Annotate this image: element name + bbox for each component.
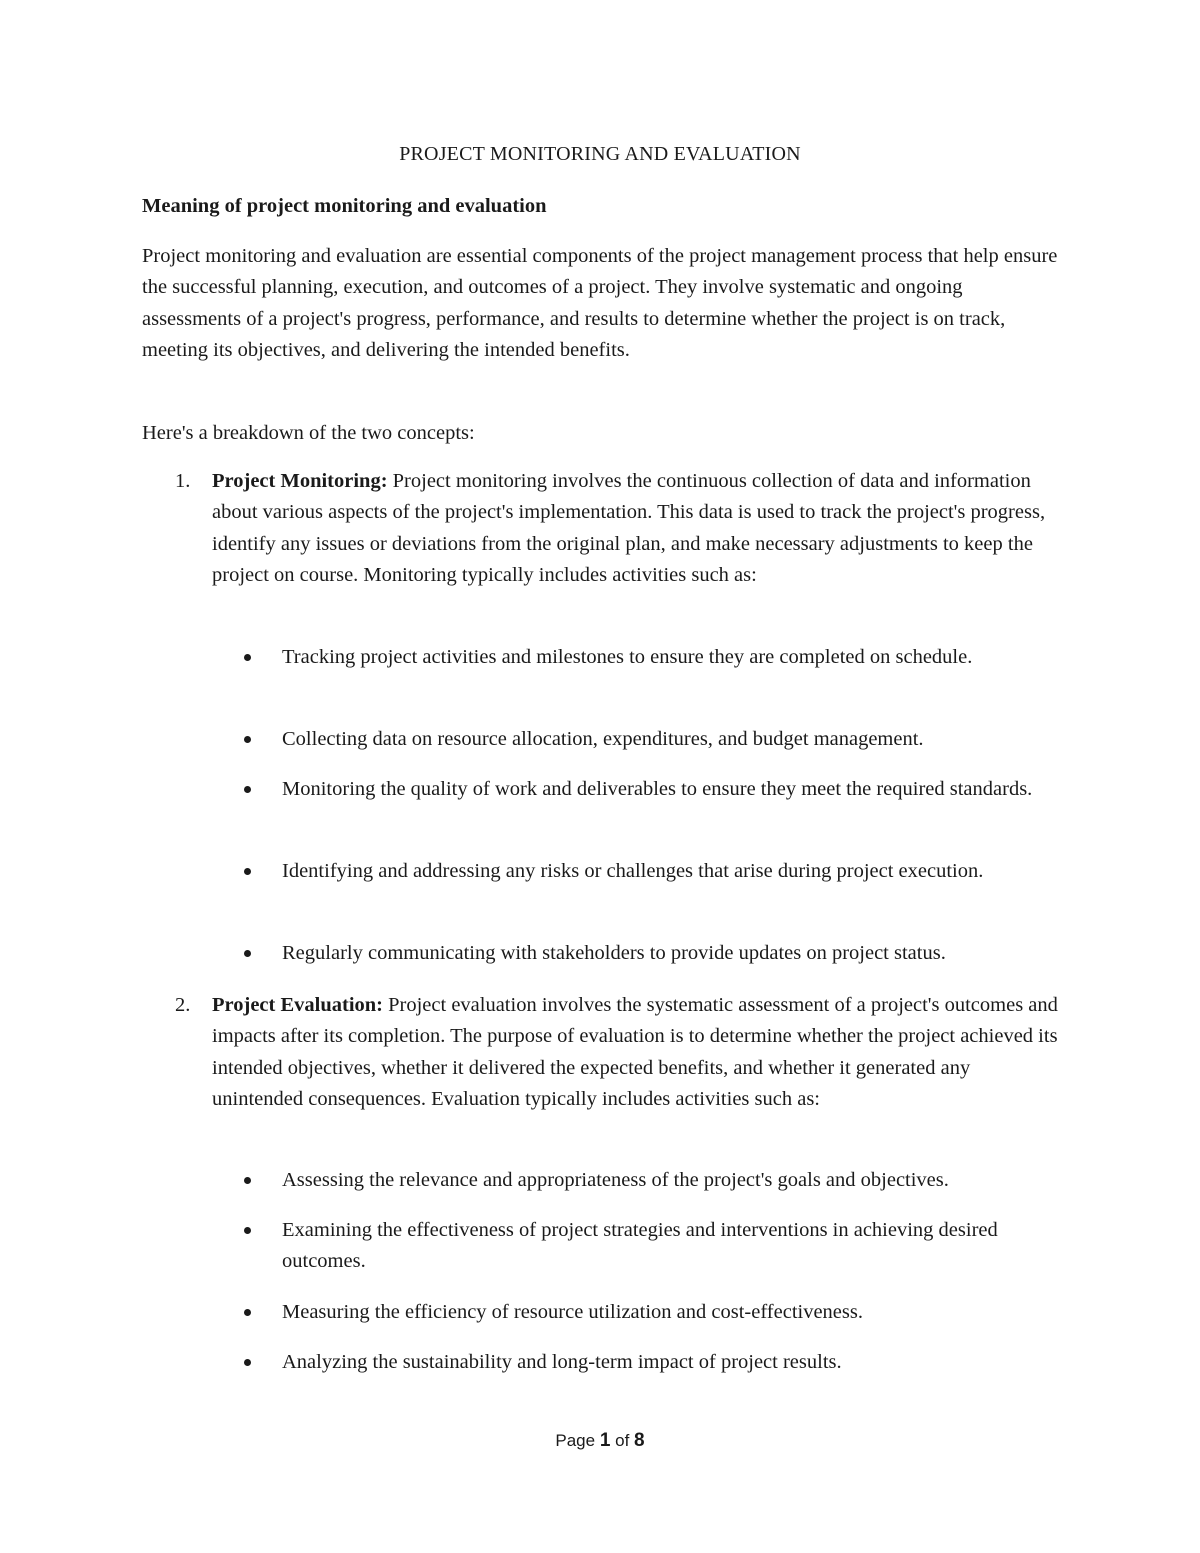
bullet-text: Regularly communicating with stakeholders to provide updates on project status. (282, 942, 946, 964)
total-pages-number: 8 (634, 1430, 645, 1451)
breakdown-paragraph: Here's a breakdown of the two concepts: (142, 422, 475, 444)
bullet-icon (244, 1359, 251, 1366)
list-number: 2. (175, 994, 191, 1016)
document-title: PROJECT MONITORING AND EVALUATION (399, 143, 801, 165)
numbered-item-evaluation (175, 990, 1062, 1115)
numbered-item-monitoring (175, 466, 1062, 591)
section-heading: Meaning of project monitoring and evaluation (142, 195, 547, 217)
bullet-icon (244, 950, 251, 957)
list-item (282, 1165, 1062, 1196)
bullet-icon (244, 1227, 251, 1234)
bullet-icon (244, 1177, 251, 1184)
intro-paragraph: Project monitoring and evaluation are essential components of the project management process that help ensure the successful planning, execution, and outcomes of a project. They involve systematic and ongoing assessments of a project's progress, performance, and results to determine whether the project is on track, meeting its objectives, and delivering the intended benefits. (142, 245, 1058, 361)
list-item (282, 724, 1062, 755)
bullet-text: Analyzing the sustainability and long-term impact of project results. (282, 1351, 842, 1373)
item-text: Project monitoring involves the continuous collection of data and information about various aspects of the project's implementation. This data is used to track the project's progress, identify any issues or deviations from the original plan, and make necessary adjustments to keep the project on course. Monitoring typically includes activities such as: (212, 470, 1046, 586)
bullet-text: Assessing the relevance and appropriateness of the project's goals and objectives. (282, 1169, 949, 1191)
list-item (282, 642, 1062, 673)
item-text: Project evaluation involves the systematic assessment of a project's outcomes and impacts after its completion. The purpose of evaluation is to determine whether the project achieved its intended objectives, whether it delivered the expected benefits, and whether it generated any unintended consequences. Evaluation typically includes activities such as: (212, 994, 1058, 1110)
page-label: Page (555, 1431, 596, 1450)
bullet-icon (244, 736, 251, 743)
item-lead: Project Monitoring: (212, 470, 388, 492)
bullet-text: Monitoring the quality of work and deliverables to ensure they meet the required standards. (282, 778, 1033, 800)
page-footer (0, 1430, 1200, 1452)
list-item (282, 856, 1062, 887)
bullet-text: Tracking project activities and milestones to ensure they are completed on schedule. (282, 646, 973, 668)
item-lead: Project Evaluation: (212, 994, 383, 1016)
current-page-number: 1 (599, 1430, 611, 1451)
list-item (282, 1297, 1062, 1328)
bullet-icon (244, 868, 251, 875)
bullet-text: Measuring the efficiency of resource utilization and cost-effectiveness. (282, 1301, 863, 1323)
bullet-icon (244, 1309, 251, 1316)
list-number: 1. (175, 470, 191, 492)
bullet-text: Collecting data on resource allocation, expenditures, and budget management. (282, 728, 924, 750)
bullet-text: Identifying and addressing any risks or challenges that arise during project execution. (282, 860, 984, 882)
of-label: of (615, 1431, 630, 1450)
bullet-text: Examining the effectiveness of project strategies and interventions in achieving desired outcomes. (282, 1219, 998, 1273)
list-item (282, 774, 1062, 805)
list-item (282, 1347, 1062, 1378)
list-item (282, 938, 1062, 969)
bullet-icon (244, 654, 251, 661)
list-item (282, 1215, 1062, 1278)
bullet-icon (244, 786, 251, 793)
